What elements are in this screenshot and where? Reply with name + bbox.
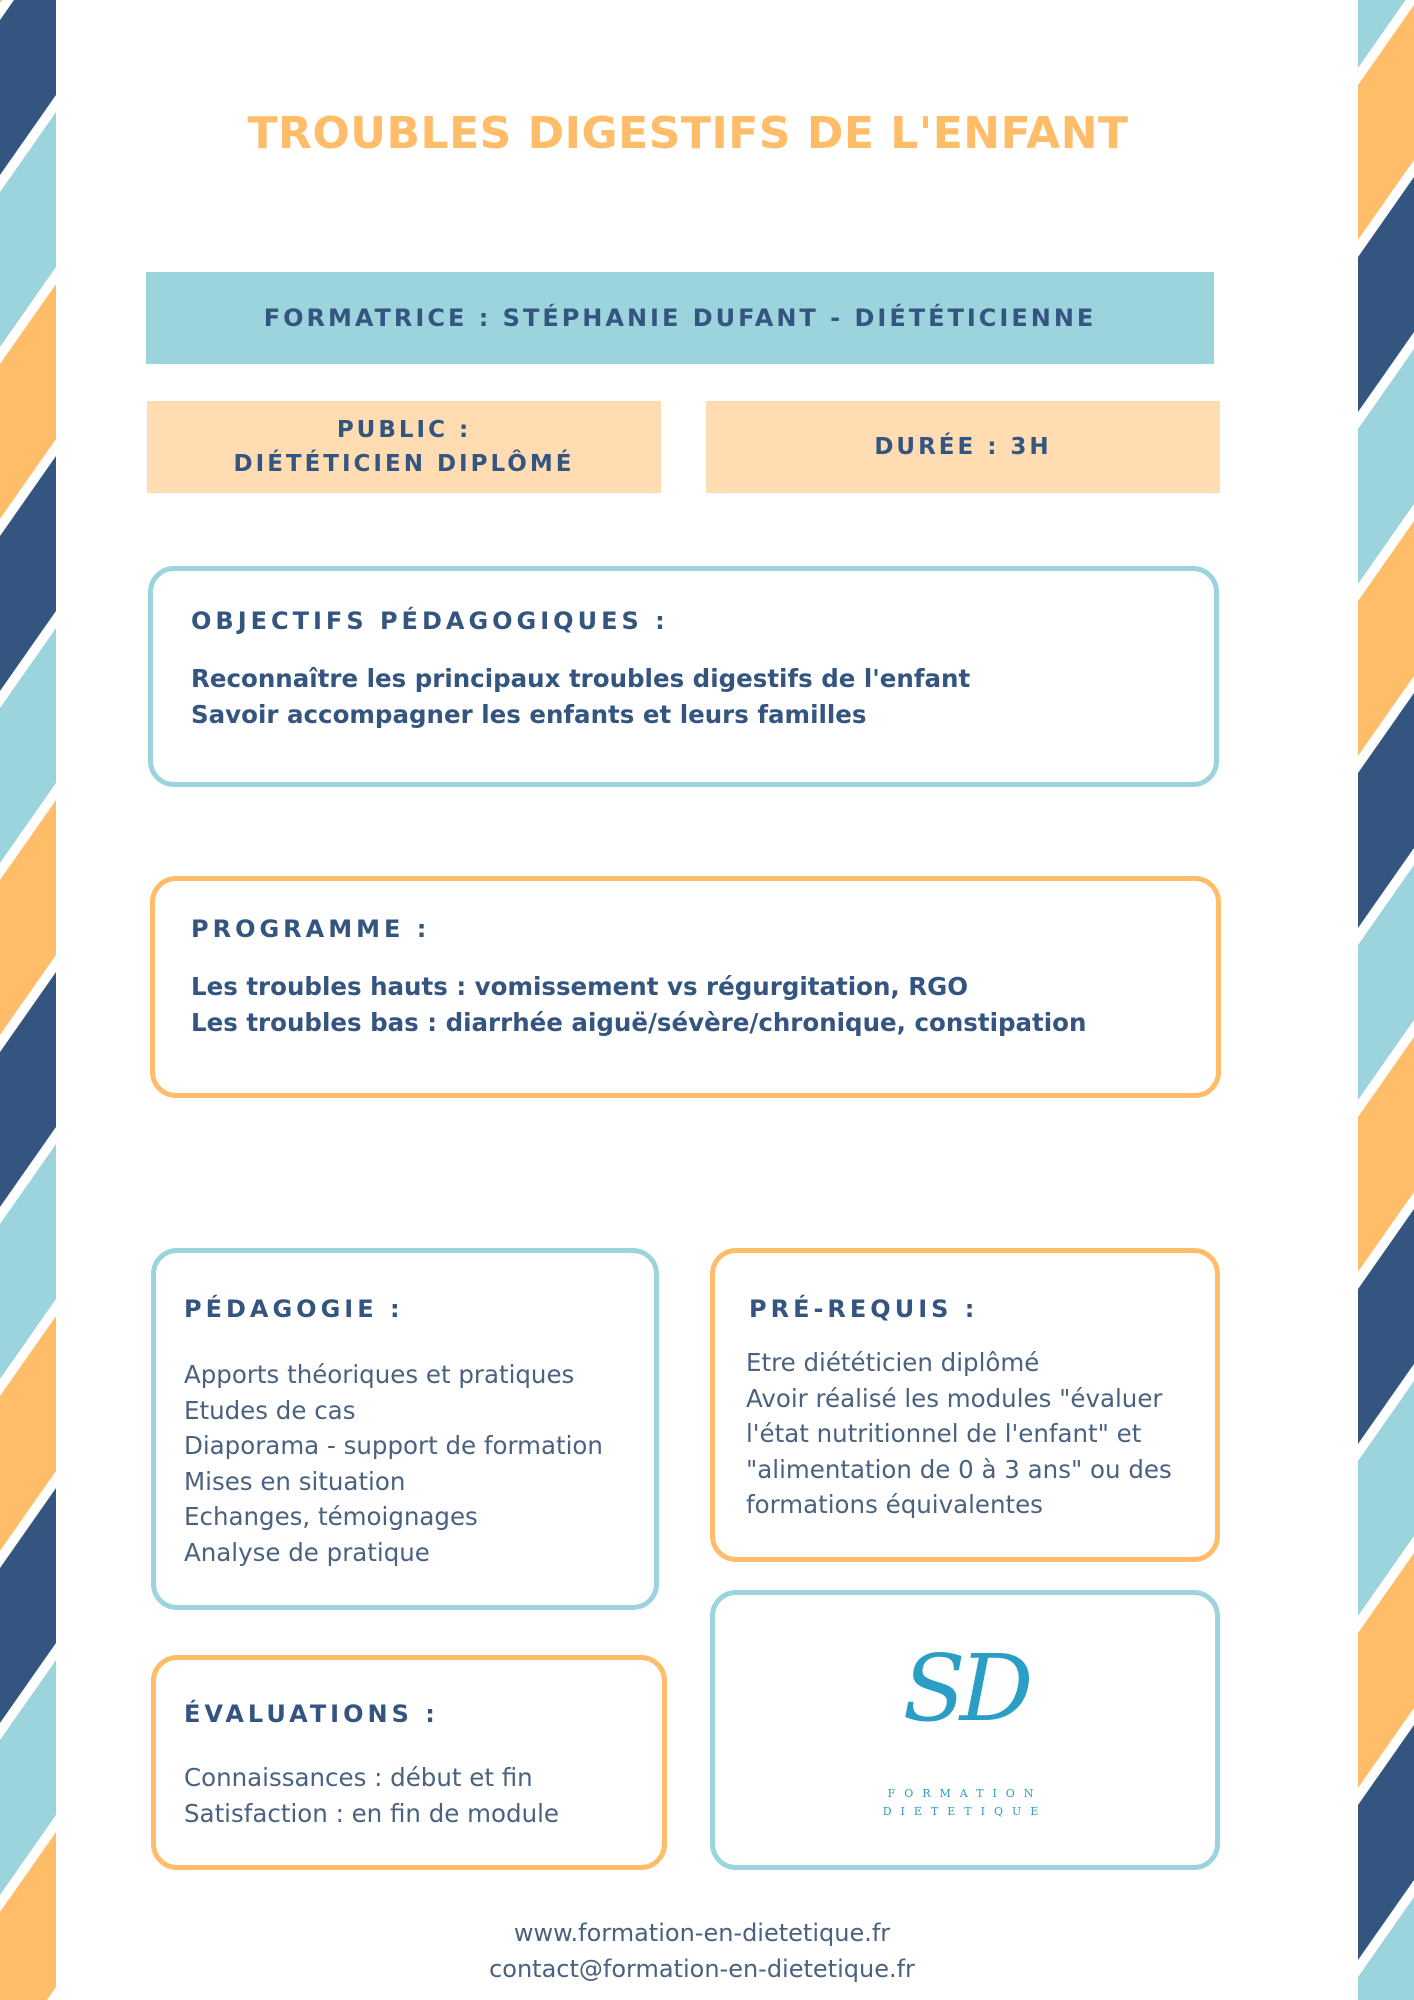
programme-heading: PROGRAMME : [191,915,431,943]
text-line: formations équivalentes [746,1490,1043,1519]
list-item: Analyse de pratique [184,1537,430,1567]
text-line: "alimentation de 0 à 3 ans" ou des [746,1454,1172,1484]
left-stripe-border [0,0,56,2000]
list-item: Etudes de cas [184,1395,356,1425]
evaluations-list [184,1760,559,1831]
programme-list [191,969,1086,1041]
duration-banner [706,401,1220,493]
list-item: Savoir accompagner les enfants et leurs familles [191,700,867,729]
text-line: l'état nutritionnel de l'enfant" et [746,1419,1142,1448]
page-title: TROUBLES DIGESTIFS DE L'ENFANT [247,108,1129,159]
list-item: Connaissances : début et fin [184,1763,533,1792]
duration-text: DURÉE : 3H [874,433,1052,460]
pedagogy-card [151,1248,659,1610]
evaluations-card [151,1655,667,1870]
objectives-heading: OBJECTIFS PÉDAGOGIQUES : [191,607,669,635]
email-link[interactable]: contact@formation-en-dietetique.fr [489,1955,915,1983]
list-item: Les troubles hauts : vomissement vs régurgitation, RGO [191,972,969,1001]
list-item: Les troubles bas : diarrhée aiguë/sévère/chronique, constipation [191,1008,1087,1037]
trainer-text: FORMATRICE : STÉPHANIE DUFANT - DIÉTÉTICIENNE [263,304,1097,332]
trainer-banner [146,272,1214,364]
programme-card [150,876,1221,1098]
pedagogy-list [184,1357,603,1570]
logo-monogram: SD [902,1635,1028,1742]
list-item: Mises en situation [184,1466,406,1496]
logo-line-2: DIETETIQUE [882,1805,1048,1818]
objectives-card [148,566,1219,787]
objectives-list [191,661,970,733]
prerequisites-text [746,1345,1172,1523]
public-label: PUBLIC : [336,416,472,443]
prerequisites-card [710,1248,1220,1562]
list-item: Reconnaître les principaux troubles digestifs de l'enfant [191,664,971,693]
list-item: Diaporama - support de formation [184,1431,603,1460]
logo-card [710,1590,1220,1870]
logo-line-1: FORMATION [887,1787,1043,1800]
footer [0,1915,1404,1987]
text-line: Avoir réalisé les modules "évaluer [746,1383,1163,1413]
evaluations-heading: ÉVALUATIONS : [184,1700,439,1728]
text-line: Etre diététicien diplômé [746,1348,1040,1377]
list-item: Echanges, témoignages [184,1502,478,1531]
list-item: Apports théoriques et pratiques [184,1360,575,1389]
list-item: Satisfaction : en fin de module [184,1798,559,1828]
pedagogy-heading: PÉDAGOGIE : [184,1295,404,1323]
public-banner [147,401,661,493]
website-link[interactable]: www.formation-en-dietetique.fr [513,1919,891,1947]
prerequisites-heading: PRÉ-REQUIS : [749,1295,979,1323]
public-value: DIÉTÉTICIEN DIPLÔMÉ [233,451,575,477]
right-stripe-border [1358,0,1414,2000]
